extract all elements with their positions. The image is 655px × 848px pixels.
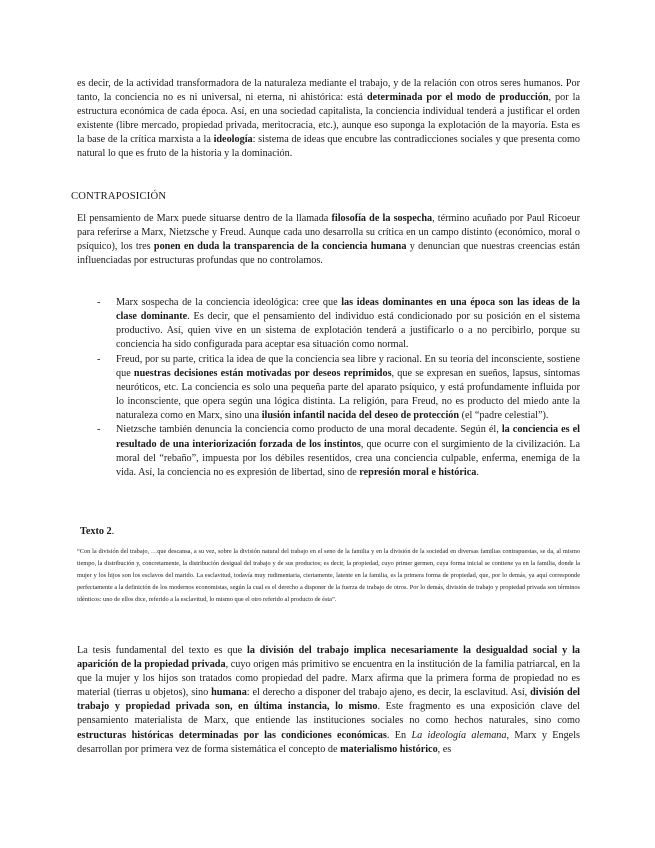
bullet-dash: - [97,424,101,436]
analysis-text-2: , cuyo origen más primitivo se encuentra en la institución de la familia patriarcal, en la que la mujer y los hijos son tratados como propiedad del padre. Marx afirma que la primera forma de propiedad no es material (tierras u objetos), sino [77,659,581,699]
intro-bold-modo-produccion: determinada por el modo de producción [366,92,549,104]
nietzsche-text-3: . [476,466,479,478]
freud-bold-deseos-reprimidos: nuestras decisiones están motivadas por deseos reprimidos [133,367,392,379]
intro-bold-ideologia: ideología [213,134,253,146]
analysis-bold-materialismo: materialismo histórico [340,743,438,755]
quote-block [77,546,580,606]
freud-text-1: Freud, por su parte, critica la idea de que la conciencia sea libre y racional. En su teoría del inconsciente, sostiene que [116,353,580,379]
contra-bold-transparencia: ponen en duda la transparencia de la conciencia humana [153,241,407,253]
analysis-italic-ideologia-alemana: La ideología alemana [411,729,507,741]
analysis-text-4: . Este fragmento es una exposición clave del pensamiento materialista de Marx, que entiende las instituciones sociales no como hechos naturales, sino como [77,701,580,727]
contra-bold-sospecha: filosofía de la sospecha [331,213,433,224]
bullet-item-nietzsche [97,423,580,479]
contra-text-1: El pensamiento de Marx puede situarse dentro de la llamada [77,213,332,224]
analysis-text-6: , Marx y Engels desarrollan por primera vez de forma sistemática el concepto de [77,729,580,755]
contra-text-3: y denuncian que nuestras creencias están influenciadas por estructuras profundas que no controlamos. [77,241,581,267]
nietzsche-bold-represion: represión moral e histórica [359,466,477,478]
analysis-bold-division: la división del trabajo implica necesariamente la desigualdad social y la aparición de la propiedad privada [77,645,580,671]
analysis-text-1: La tesis fundamental del texto es que [77,645,247,656]
texto-2-label-period: . [111,526,115,537]
intro-paragraph [77,77,580,162]
analysis-text-3: : el derecho a disponer del trabajo ajeno, es decir, la esclavitud. Así, [246,687,531,699]
section-heading-contraposicion: CONTRAPOSICIÓN [71,191,167,202]
analysis-paragraph [77,644,580,757]
analysis-bold-estructuras: estructuras históricas determinadas por las condiciones económicas [77,729,387,741]
bullet-dash: - [97,353,101,365]
intro-text-1: es decir, de la actividad transformadora de la naturaleza mediante el trabajo, y de la relación con otros seres humanos. Por tanto, la conciencia no es ni universal, ni eterna, ni ahistórica: está [77,78,580,104]
nietzsche-bold-interiorizacion: la conciencia es el resultado de una interiorización forzada de los instintos [116,424,580,450]
nietzsche-text-1: Nietzsche también denuncia la conciencia como producto de una moral decadente. Según él, [116,424,502,436]
marx-text-2: . Es decir, que el pensamiento del individuo está condicionado por su posición en el sistema productivo. Así, quien vive en un sistema de explotación tenderá a justificarlo o a no percibirlo, porque su conciencia ha sido configurada para aceptar esa situación como normal. [116,311,580,351]
contra-text-2: , término acuñado por Paul Ricoeur para referirse a Marx, Nietzsche y Freud. Aunque cada uno desarrolla su crítica en un campo distinto (económico, moral o psíquico), los tres [77,213,580,253]
freud-bold-ilusion-infantil: ilusión infantil nacida del deseo de protección [261,410,460,422]
analysis-text-7: , es [437,743,452,755]
bullet-item-marx [97,296,580,352]
freud-text-2: , que se expresan en sueños, lapsus, síntomas neuróticos, etc. La conciencia es solo una pequeña parte del aparato psíquico, y está profundamente influida por lo inconsciente, que opera según una lógica distinta. La religión, para Freud, no es producto del miedo ante la naturaleza como en Marx, sino una [116,367,580,422]
analysis-bold-humana: humana [211,687,247,699]
freud-text-3: (el “padre celestial”). [459,410,549,422]
texto-2-label-text: Texto 2 [80,526,112,537]
bullet-dash: - [97,297,101,308]
marx-bold-ideas-dominantes: las ideas dominantes en una época son las ideas de la clase dominante [116,297,580,323]
analysis-text-5: . En [386,729,412,741]
quote-text: “Con la división del trabajo, …que descansa, a su vez, sobre la división natural del trabajo en el seno de la familia y en la división de la sociedad en diversas familias contrapuestas, se da, al mismo tiempo, la distribución y, concretamente, la distribución desigual del trabajo y de sus productos; es decir, la propiedad, cuyo primer germen, cuya forma inicial se contiene ya en la familia, donde la mujer y los hijos son los esclavos del marido. La esclavitud, todavía muy rudimentaria, ciertamente, latente en la familia, es la primera forma de propiedad, que, por lo demás, ya aquí corresponde perfectamente a la definición de los modernos economistas, según la cual es el derecho a disponer de la fuerza de trabajo de otros. Por lo demás, división de trabajo y propiedad privada son términos idénticos: uno de ellos dice, referido a la esclavitud, lo mismo que el otro referido al producto de ésta”. [77,548,580,603]
intro-text-3: : sistema de ideas que encubre las contradicciones sociales y que presenta como natural lo que es fruto de la historia y la dominación. [77,134,580,160]
bullet-list [97,296,580,480]
intro-text-2: , por la estructura económica de cada época. Así, en una sociedad capitalista, la conciencia individual tenderá a justificar el orden existente (libre mercado, propiedad privada, meritocracia, etc.), aunque eso suponga la explotación de la mayoría. Esta es la base de la crítica marxista a la [77,92,580,146]
analysis-bold-lo-mismo: división del trabajo y propiedad privada son, en última instancia, lo mismo [77,687,580,713]
marx-text-1: Marx sospecha de la conciencia ideológica: cree que [116,297,342,308]
nietzsche-text-2: , que ocurre con el surgimiento de la civilización. La moral del “rebaño”, impuesta por los débiles resentidos, crea una conciencia culpable, enferma, enemiga de la vida. Así, la conciencia no es expresión de libertad, sino de [116,438,580,478]
bullet-item-freud [97,353,580,423]
contra-paragraph [77,212,580,268]
texto-2-label [80,526,114,537]
